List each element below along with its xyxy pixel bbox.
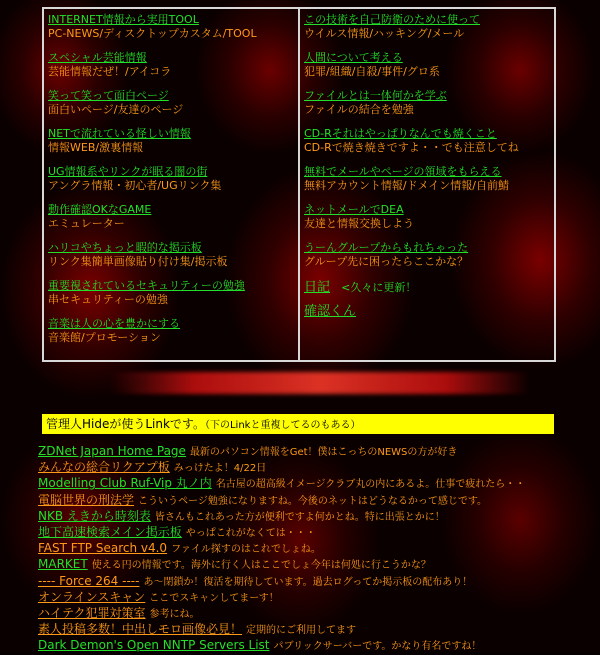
category-desc: エミュレーター xyxy=(48,217,125,230)
list-item[interactable] xyxy=(38,622,598,638)
category-link[interactable]: INTERNET情報から実用TOOL xyxy=(48,13,199,26)
list-item[interactable] xyxy=(38,606,598,622)
link-name[interactable]: MARKET xyxy=(38,557,88,572)
category-link[interactable]: UG情報系やリンクが眠る闇の街 xyxy=(48,165,208,178)
category-link[interactable]: スペシャル芸能情報 xyxy=(48,51,147,64)
category-entry[interactable] xyxy=(48,127,294,155)
banner-title: 管理人Hideが使うLinkです。 xyxy=(46,417,205,431)
category-desc: 犯罪/組織/自殺/事件/グロ系 xyxy=(304,65,440,78)
list-item[interactable] xyxy=(38,460,598,476)
category-entry[interactable] xyxy=(48,317,294,345)
category-link[interactable]: CD-Rそれはやっぱりなんでも焼くこと xyxy=(304,127,497,140)
list-item[interactable] xyxy=(38,525,598,541)
category-desc: 友達と情報交換しよう xyxy=(304,217,414,230)
category-desc: ファイルの結合を勉強 xyxy=(304,103,414,116)
list-item[interactable] xyxy=(38,574,598,590)
list-item[interactable] xyxy=(38,509,598,525)
category-entry[interactable] xyxy=(48,165,294,193)
category-desc: ウイルス情報/ハッキング/メール xyxy=(304,27,465,40)
link-name[interactable]: Dark Demon's Open NNTP Servers List xyxy=(38,638,270,653)
link-name[interactable]: みんなの総合リクアプ板 xyxy=(38,460,170,475)
category-link[interactable]: 音楽は人の心を豊かにする xyxy=(48,317,180,330)
category-entry[interactable] xyxy=(304,89,550,117)
category-entry[interactable] xyxy=(48,241,294,269)
category-desc: リンク集簡単画像貼り付け集/掲示板 xyxy=(48,255,228,268)
link-description: やっぱこれがなくては・・・ xyxy=(185,528,316,540)
confirm-entry[interactable] xyxy=(304,305,550,319)
category-desc: 芸能情報だぜ！/アイコラ xyxy=(48,65,172,78)
list-item[interactable] xyxy=(38,444,598,460)
link-name[interactable]: ハイテク犯罪対策室 xyxy=(38,606,146,621)
category-entry[interactable] xyxy=(304,203,550,231)
category-entry[interactable] xyxy=(48,203,294,231)
category-entry[interactable] xyxy=(304,13,550,41)
list-item[interactable] xyxy=(38,493,598,509)
category-desc: PC-NEWS/ディスクトップカスタム/TOOL xyxy=(48,27,257,40)
link-description: こういうページ勉強になりますね。今後のネットはどうなるかって感じです。 xyxy=(138,495,488,507)
category-link[interactable]: NETで流れている怪しい情報 xyxy=(48,127,191,140)
confirm-link[interactable]: 確認くん xyxy=(304,304,357,319)
link-description: ファイル探すのはこれでしょね。 xyxy=(171,544,321,556)
link-name[interactable]: 素人投稿多数！中出しモロ画像必見！ xyxy=(38,622,243,637)
link-description: あ～閉鎖か！復活を期待しています。過去ログってか掲示板の配布あり！ xyxy=(143,576,473,588)
link-name[interactable]: Modelling Club Ruf-Vip 丸ノ内 xyxy=(38,476,212,491)
category-link[interactable]: ファイルとは一体何かを学ぶ xyxy=(304,89,447,102)
category-link[interactable]: 重要視されているセキュリティーの勉強 xyxy=(48,279,245,292)
category-desc: 情報WEB/激裏情報 xyxy=(48,141,144,154)
red-glow-divider xyxy=(110,372,530,394)
category-entry[interactable] xyxy=(48,279,294,307)
diary-note: <久々に更新！ xyxy=(341,281,417,294)
list-item[interactable] xyxy=(38,557,598,573)
link-description: 最新のパソコン情報をGet！僕はこっちのNEWSの方が好き xyxy=(189,447,458,458)
link-description: 定期的にご利用してます xyxy=(246,625,357,637)
category-desc: CD-Rで焼き焼きですよ・・でも注意してね xyxy=(304,141,519,154)
category-entry[interactable] xyxy=(304,51,550,79)
link-name[interactable]: ZDNet Japan Home Page xyxy=(38,444,186,458)
link-description: パブリックサーバーです。かなり有名ですね！ xyxy=(273,641,482,653)
category-desc: 無料アカウント情報/ドメイン情報/自前鯖 xyxy=(304,179,509,192)
link-name[interactable]: 電脳世界の刑法学 xyxy=(38,492,135,507)
category-desc: 面白いページ/友達のページ xyxy=(48,103,184,116)
category-desc: 音楽館/プロモーション xyxy=(48,331,161,344)
category-entry[interactable] xyxy=(48,89,294,117)
list-item[interactable] xyxy=(38,638,598,654)
category-link[interactable]: ハリコやちょっと暇的な掲示板 xyxy=(48,241,202,254)
link-description: ここでスキャンしてまーす！ xyxy=(149,592,279,604)
category-entry[interactable] xyxy=(304,241,550,269)
category-link[interactable]: ネットメールでDEA xyxy=(304,203,404,216)
category-desc: グループ先に困ったらここかな？ xyxy=(304,255,469,268)
category-entry[interactable] xyxy=(48,51,294,79)
link-name[interactable]: FAST FTP Search v4.0 xyxy=(38,541,168,556)
link-list xyxy=(38,444,598,655)
category-link[interactable]: うーんグループからもれちゃった xyxy=(304,241,469,254)
admin-links-banner xyxy=(42,414,554,434)
diary-link[interactable]: 日記 xyxy=(304,280,331,295)
right-category-column xyxy=(299,8,555,361)
list-item[interactable] xyxy=(38,590,598,606)
link-description: 使える円の情報です。海外に行く人はここでしょ今年は何処に行こうかな？ xyxy=(91,560,431,572)
link-description: 名古屋の超高級イメージクラブ丸の内にあるよ。仕事で疲れたら・・ xyxy=(215,479,526,491)
banner-subtitle: （下のLinkと重複してるのもある） xyxy=(204,420,361,431)
link-description: 参考にね。 xyxy=(149,609,200,621)
category-link[interactable]: 人間について考える xyxy=(304,51,403,64)
category-entry[interactable] xyxy=(304,127,550,155)
link-name[interactable]: ---- Force 264 ---- xyxy=(38,573,140,588)
link-name[interactable]: NKB えきから時刻表 xyxy=(38,508,151,523)
diary-entry[interactable] xyxy=(304,279,550,295)
list-item[interactable] xyxy=(38,476,598,492)
category-table xyxy=(42,7,556,362)
link-name[interactable]: 地下高速検索メイン掲示板 xyxy=(38,525,182,540)
link-description: 皆さんもこれあった方が便利ですよ何かとね。特に出張とかに！ xyxy=(154,511,445,523)
category-link[interactable]: 笑って笑って面白ページ xyxy=(48,89,169,102)
category-desc: 串セキュリティーの勉強 xyxy=(48,293,168,306)
category-link[interactable]: 無料でメールやページの領域をもらえる xyxy=(304,165,502,178)
left-category-column xyxy=(43,8,299,361)
category-entry[interactable] xyxy=(48,13,294,41)
category-link[interactable]: 動作確認OKなGAME xyxy=(48,203,152,216)
list-item[interactable] xyxy=(38,541,598,557)
category-desc: アングラ情報・初心者/UGリンク集 xyxy=(48,179,222,192)
link-description: みっけたよ！4/22日 xyxy=(173,463,267,475)
category-link[interactable]: この技術を自己防衛のために使って xyxy=(304,13,480,26)
link-name[interactable]: オンラインスキャン xyxy=(38,589,146,604)
category-entry[interactable] xyxy=(304,165,550,193)
